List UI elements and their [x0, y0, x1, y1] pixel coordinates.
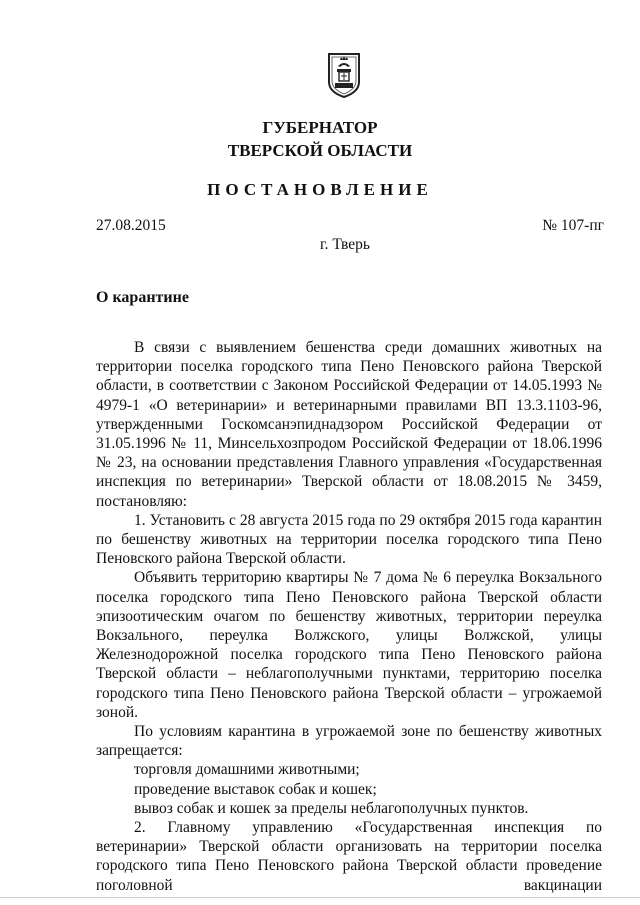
paragraph-declare: Объявить территорию квартиры № 7 дома № 6 переулка Вокзального поселка городского типа Пено Пеновского района Тверской области эпизоотическим очагом по бешенству животных, территории переулка Вокзального, переулка Волжского, улицы Волжской, улицы Железнодорожной поселка городского типа Пено Пеновского района Тверской области – неблагополучными пунктами, территорию поселка городского типа Пено Пеновского района Тверской области – угрожаемой зоной.: [96, 569, 602, 721]
prohibition-item: проведение выставок собак и кошек;: [134, 780, 377, 798]
page-edge: [0, 897, 640, 898]
issuer-title: ГУБЕРНАТОР: [262, 118, 378, 137]
document-body: [96, 338, 602, 895]
document-number: № 107-пг: [542, 217, 604, 234]
paragraph-item-1: 1. Установить с 28 августа 2015 года по 29 октября 2015 года карантин по бешенству животных на территории поселка городского типа Пено Пеновского района Тверской области.: [96, 511, 602, 568]
paragraph-prohibited: По условиям карантина в угрожаемой зоне по бешенству животных запрещается:: [96, 723, 602, 760]
issuer-region: ТВЕРСКОЙ ОБЛАСТИ: [227, 141, 413, 160]
document-city: г. Тверь: [320, 236, 370, 253]
prohibition-item: вывоз собак и кошек за пределы неблагополучных пунктов.: [134, 799, 529, 817]
coat-of-arms-emblem: [326, 52, 362, 98]
document-subject: О карантине: [96, 289, 189, 306]
paragraph-item-2: 2. Главному управлению «Государственная инспекция по ветеринарии» Тверской области организовать на территории поселка городского типа Пено Пеновского района Тверской области проведение поголовной вакцинации: [96, 819, 602, 894]
prohibition-item: торговля домашними животными;: [134, 761, 360, 779]
document-type: ПОСТАНОВЛЕНИЕ: [207, 180, 433, 199]
paragraph-preamble: В связи с выявлением бешенства среди домашних животных на территории поселка городского типа Пено Пеновского района Тверской области, в соответствии с Законом Российской Федерации от 14.05.1993 № 4979-1 «О ветеринарии» и ветеринарными правилами ВП 13.3.1103-96, утвержденными Госкомсанэпиднадзором Российской Федерации от 31.05.1996 № 11, Минсельхозпродом Российской Федерации от 18.06.1996 № 23, на основании представления Главного управления «Государственная инспекция по ветеринарии» Тверской области от 18.08.2015 № 3459, постановляю:: [96, 339, 602, 510]
document-date: 27.08.2015: [96, 217, 166, 234]
